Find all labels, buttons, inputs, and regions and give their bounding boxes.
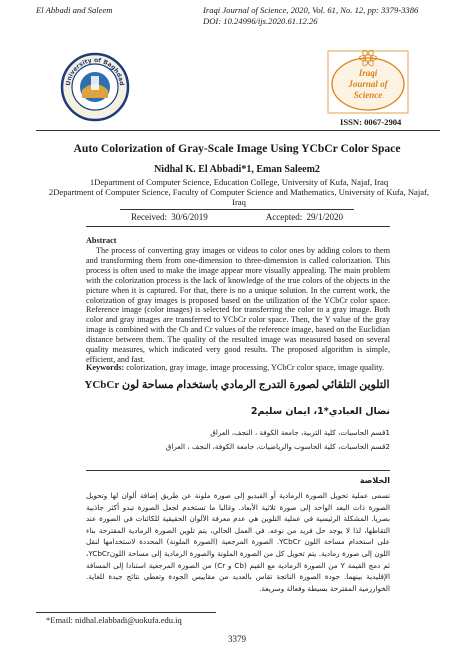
- dates-top-divider: [120, 209, 354, 210]
- affiliation-1: 1Department of Computer Science, Education College, University of Kufa, Najaf, Iraq: [89, 177, 389, 187]
- journal-logo: [327, 50, 409, 114]
- accepted-date: Accepted: 29/1/2020: [265, 212, 343, 222]
- issn-label: ISSN: 0067-2904: [340, 117, 402, 127]
- arabic-section-divider: [86, 470, 390, 471]
- svg-text:Journal of: Journal of: [348, 79, 388, 89]
- received-date: Received: 30/6/2019: [131, 212, 208, 222]
- arabic-author-line: نضال العبادي*1، ايمان سليم2: [250, 406, 390, 417]
- arabic-affiliation-1: 1قسم الحاسبات، كلية التربية، جامعة الكوفة ، النجف، العراق: [210, 428, 390, 437]
- affiliation-2-continued: Iraq: [232, 197, 246, 207]
- seal-text: University of Baghdad: [64, 56, 126, 87]
- paper-title: Auto Colorization of Gray-Scale Image Using YCbCr Color Space: [73, 142, 401, 155]
- corresponding-email-footnote: *Email: nidhal.elabbadi@uokufa.edu.iq: [46, 615, 182, 625]
- abstract-body: The process of converting gray images or videos to color ones by adding colors to them and transforming them from one-dimension to three-dimension is called colorization. This process is often used to make the image appear more visually appealing. The main problem with the colorization process is the lack of knowledge of the true colors of the objects in the picture when it is captured. For that, there is no a unique solution. In the current work, the colorization of gray images is proposed based on the utilization of the YCbCr color space. Reference image (color images) is selected for transferring the color to a gray image. Both color and gray images are transferred to YCbCr color space. Then, the Y value of the gray image is combined with the Cb and Cr values of the reference image, based on the Euclidian distance between them. The quality of the resulted image was measured based on several quality measures, which indicated very good results. The proposed algorithm is simple, efficient, and fast.: [86, 246, 390, 364]
- svg-text:Science: Science: [353, 90, 383, 100]
- dates-bottom-divider: [86, 226, 390, 227]
- abstract-heading: Abstract: [86, 236, 117, 245]
- university-seal-logo: [60, 52, 130, 122]
- keywords-label: Keywords:: [86, 363, 125, 372]
- arabic-summary-body: تسمى عملية تحويل الصورة الرمادية أو الفيديو إلى صورة ملونة عن طريق إضافة ألوان لها وتحويل الصورة ذات البعد الواحد إلى صورة ثلاثية الأبعاد. وغالبا ما تستخدم لجعل الصورة تبدو أكثر جاذبية بصريا. المشكلة الرئيسية في عملية التلوين هي عدم معرفة الألوان الحقيقية للكائنات في الصورة عند التقاطها، لذا لا يوجد حل فريد من نوعه. في العمل الحالي، يتم تلوين الصورة الرمادية المقترحة بناء على استخدام مساحة اللون YCbCr. الصورة المرجعية (الصورة الملونة) المحددة لاستخدامها لنقل اللون إلى صورة رمادية. يتم تحويل كل من الصورة الملونة والصورة الرمادية إلى مساحة اللونYCbCr، ثم دمج القيمة Y من الصورة الرمادية مع القيم (Cb و Cr) من الصورة المرجعية استنادا إلى المسافة الإقليدية بينهما. جودة الصورة الناتجة تقاس بالعديد من مقاييس الجودة وتعطي نتائج جيدة للغاية. الخوارزمية المقترحة بسيطة وفعالة وسريعة.: [86, 491, 390, 593]
- arabic-affiliation-2: 2قسم الحاسبات، كلية الحاسوب والرياضيات، جامعة الكوفة، النجف ، العراق: [165, 442, 390, 451]
- journal-citation-line: Iraqi Journal of Science, 2020, Vol. 61, No. 12, pp: 3379-3386: [203, 5, 419, 15]
- running-author-header: El Abbadi and Saleem: [36, 5, 113, 15]
- doi-line: DOI: 10.24996/ijs.2020.61.12.26: [203, 15, 318, 26]
- journal-citation-header: [203, 5, 418, 26]
- keywords-section: [86, 363, 390, 373]
- page-number: 3379: [228, 634, 246, 644]
- arabic-title: التلوين التلقائي لصورة التدرج الرمادي باستخدام مساحة لون YCbCr: [84, 379, 390, 391]
- keywords-text: colorization, gray image, image processing, YCbCr color space, image quality.: [126, 363, 385, 372]
- arabic-summary-heading: الخلاصة: [359, 476, 390, 485]
- header-divider: [36, 130, 440, 131]
- footnote-divider: [36, 612, 216, 613]
- author-line: Nidhal K. El Abbadi*1, Eman Saleem2: [154, 164, 320, 175]
- submission-dates: [0, 212, 474, 222]
- svg-text:Iraqi: Iraqi: [358, 68, 378, 78]
- affiliation-2: 2Department of Computer Science, Faculty of Computer Science and Mathematics, University of Kufa, Najaf,: [48, 187, 430, 197]
